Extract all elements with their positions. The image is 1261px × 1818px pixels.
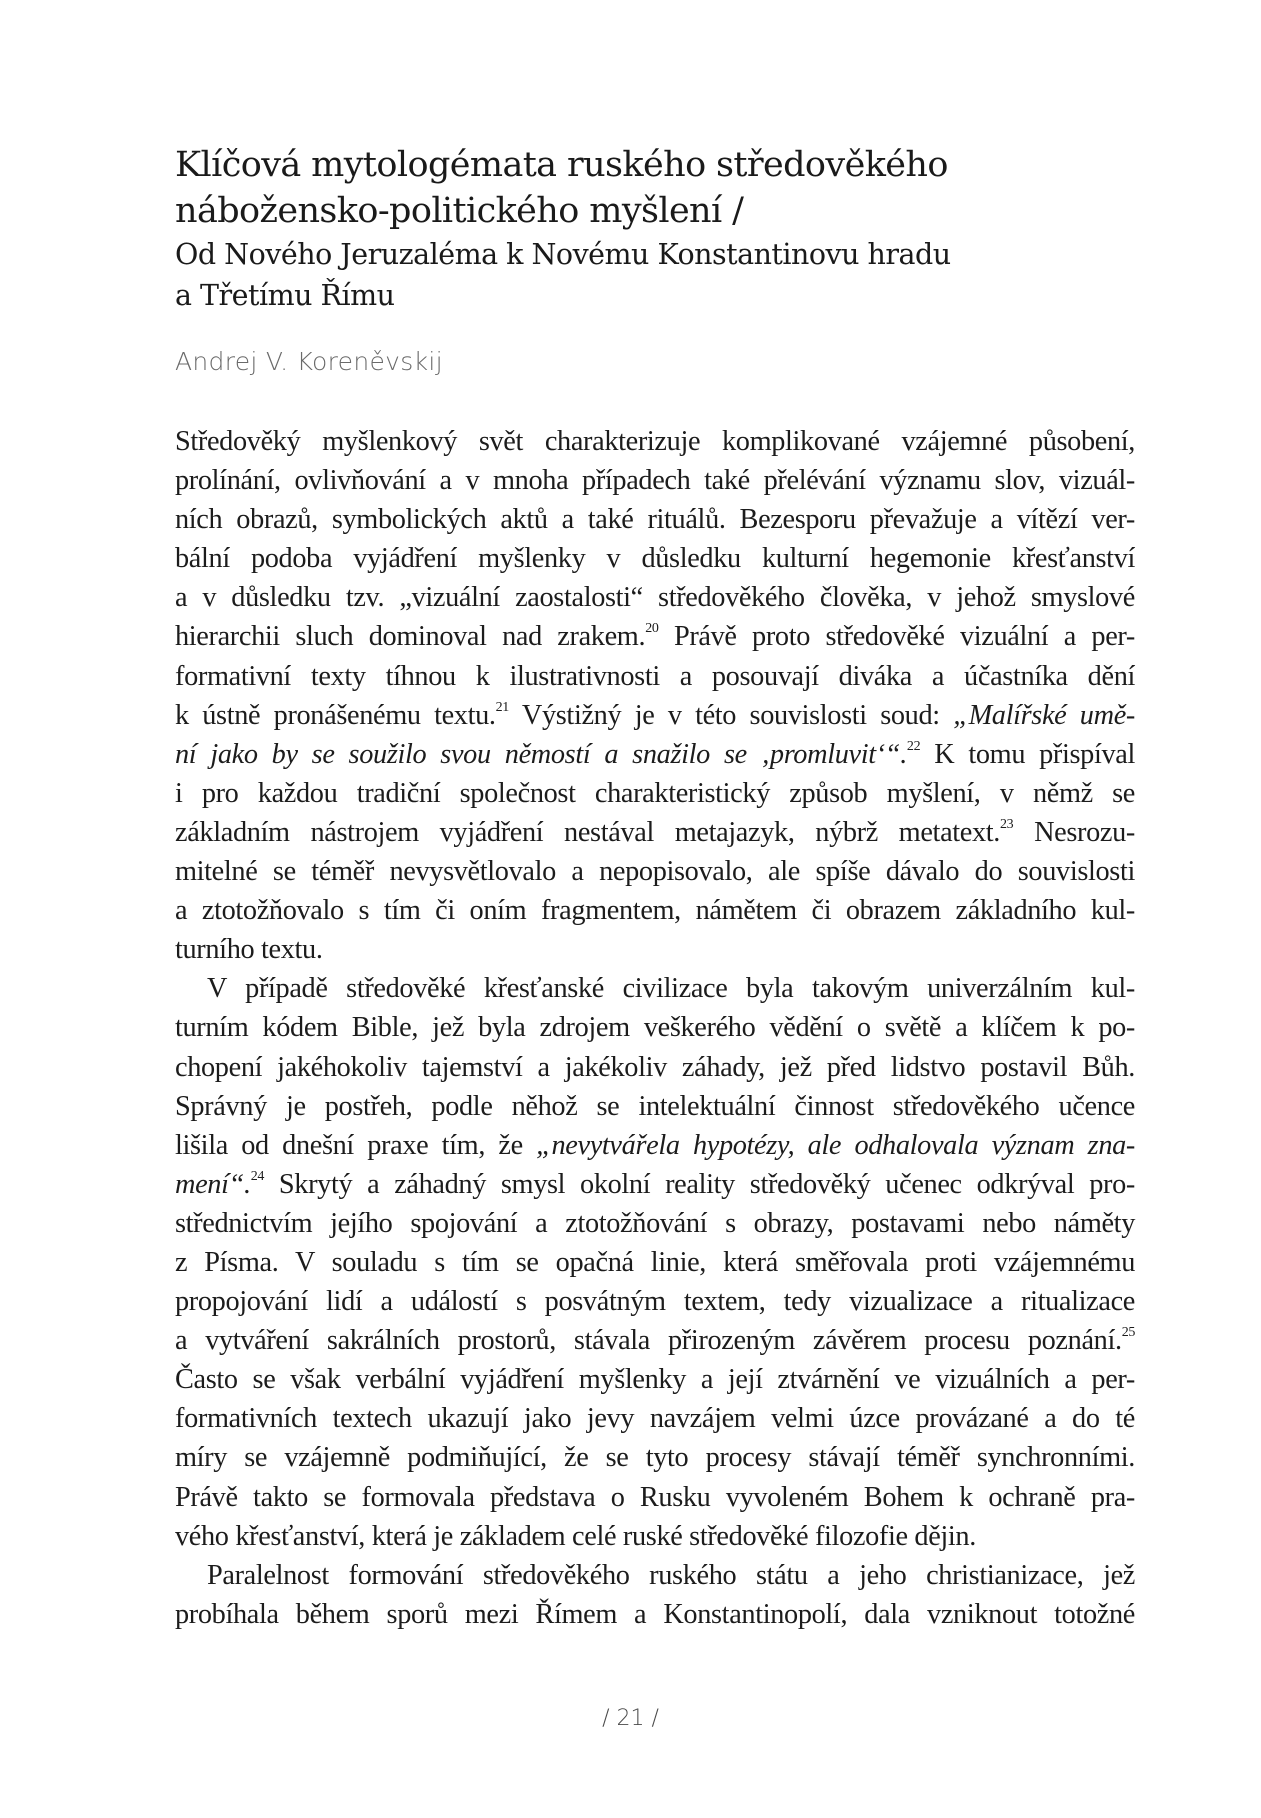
page-number: / 21 / bbox=[602, 1706, 659, 1731]
body-text-line bbox=[175, 735, 1135, 774]
body-text-line bbox=[175, 1360, 1135, 1399]
body-text-segment: bální podoba vyjádření myšlenky v důsledku kulturní hegemonie křesťanství bbox=[175, 543, 1135, 575]
footnote-reference: 21 bbox=[495, 699, 509, 715]
article-title-line: Klíčová mytologémata ruského středověkého bbox=[175, 145, 948, 185]
body-text-segment: turního textu. bbox=[175, 934, 323, 966]
body-text-segment: míry se vzájemně podmiňující, že se tyto procesy stávají téměř synchronními. bbox=[175, 1442, 1135, 1474]
quoted-text: „Malířské umě- bbox=[953, 699, 1135, 731]
quoted-text: mení“. bbox=[175, 1168, 251, 1200]
body-text-segment: střednictvím jejího spojování a ztotožňování s obrazy, postavami nebo náměty bbox=[175, 1207, 1135, 1239]
body-text-line bbox=[175, 1243, 1135, 1282]
body-text-line bbox=[175, 539, 1135, 578]
body-text-segment: probíhala během sporů mezi Římem a Konstantinopolí, dala vzniknout totožné bbox=[175, 1598, 1135, 1630]
body-text-segment: K tomu přispíval bbox=[920, 738, 1135, 770]
body-text-line bbox=[175, 1282, 1135, 1321]
body-text-line bbox=[175, 813, 1135, 852]
body-text-line bbox=[175, 969, 1135, 1008]
body-text-line bbox=[175, 1595, 1135, 1634]
body-text-segment: propojování lidí a událostí s posvátným textem, tedy vizualizace a ritualizace bbox=[175, 1286, 1135, 1318]
body-text-segment: V případě středověké křesťanské civilizace byla takovým univerzálním kul- bbox=[207, 973, 1135, 1005]
article-title-line: nábožensko-politického myšlení / bbox=[175, 191, 744, 231]
article-subtitle-line: a Třetímu Římu bbox=[175, 279, 395, 312]
body-text-line bbox=[175, 1517, 1135, 1556]
body-text-line bbox=[175, 891, 1135, 930]
body-text-segment: hierarchii sluch dominoval nad zrakem. bbox=[175, 621, 646, 653]
body-text-segment: formativní texty tíhnou k ilustrativnosti a posouvají diváka a účastníka dění bbox=[175, 660, 1135, 692]
body-text-segment: k ústně pronášenému textu. bbox=[175, 699, 496, 731]
article-subtitle-line: Od Nového Jeruzaléma k Novému Konstantinovu hradu bbox=[175, 238, 951, 271]
body-text-segment: lišila od dnešní praxe tím, že bbox=[175, 1129, 537, 1161]
footnote-reference: 24 bbox=[250, 1168, 265, 1184]
author-name: Andrej V. Koreněvskij bbox=[175, 347, 443, 376]
body-text-segment: prolínání, ovlivňování a v mnoha případech také přelévání významu slov, vizuál- bbox=[175, 465, 1135, 497]
body-text-line bbox=[175, 461, 1135, 500]
body-text-line bbox=[175, 500, 1135, 539]
footnote-reference: 20 bbox=[645, 621, 659, 637]
body-text-segment: Nesrozu- bbox=[1013, 816, 1135, 848]
body-text-line bbox=[175, 1438, 1135, 1477]
quoted-text: „nevytvářela hypotézy, ale odhalovala význam zna- bbox=[536, 1129, 1135, 1161]
body-text-line bbox=[175, 1399, 1135, 1438]
body-text-line bbox=[175, 1008, 1135, 1047]
quoted-text: ní jako by se soužilo svou němostí a snažilo se ‚promluvit‘“. bbox=[175, 738, 907, 770]
body-text-segment: Právě takto se formovala představa o Rusku vyvoleném Bohem k ochraně pra- bbox=[175, 1481, 1135, 1513]
body-text-line bbox=[175, 1478, 1135, 1517]
body-text-line bbox=[175, 422, 1135, 461]
body-text-segment: chopení jakéhokoliv tajemství a jakékoliv záhady, jež před lidstvo postavil Bůh. bbox=[175, 1051, 1135, 1083]
body-text-line bbox=[175, 1087, 1135, 1126]
body-text-segment: ních obrazů, symbolických aktů a také rituálů. Bezesporu převažuje a vítězí ver- bbox=[175, 504, 1135, 536]
body-text-line bbox=[175, 1556, 1135, 1595]
body-text-segment: mitelné se téměř nevysvětlovalo a nepopisovalo, ale spíše dávalo do souvislosti bbox=[175, 856, 1135, 888]
body-text-segment: Výstižný je v této souvislosti soud: bbox=[508, 699, 954, 731]
body-text-line bbox=[175, 657, 1135, 696]
body-text-segment: Středověký myšlenkový svět charakterizuje komplikované vzájemné působení, bbox=[175, 426, 1135, 457]
body-text-segment: a vytváření sakrálních prostorů, stávala přirozeným závěrem procesu poznání. bbox=[175, 1325, 1122, 1357]
body-text-segment: formativních textech ukazují jako jevy navzájem velmi úzce provázané a do té bbox=[175, 1403, 1135, 1435]
body-text-line bbox=[175, 696, 1135, 735]
body-text-segment: vého křesťanství, která je základem celé ruské středověké filozofie dějin. bbox=[175, 1520, 976, 1552]
body-text-segment: i pro každou tradiční společnost charakteristický způsob myšlení, v němž se bbox=[175, 777, 1135, 809]
footnote-reference: 25 bbox=[1121, 1325, 1135, 1341]
body-text-segment: Správný je postřeh, podle něhož se intelektuální činnost středověkého učence bbox=[175, 1090, 1135, 1122]
body-text-line bbox=[175, 1321, 1135, 1360]
body-text-segment: z Písma. V souladu s tím se opačná linie, která směřovala proti vzájemnému bbox=[175, 1246, 1135, 1278]
body-text-line bbox=[175, 774, 1135, 813]
body-text-segment: Právě proto středověké vizuální a per- bbox=[658, 621, 1135, 653]
body-text-line bbox=[175, 1048, 1135, 1087]
body-text-line bbox=[175, 1126, 1135, 1165]
body-text-line bbox=[175, 617, 1135, 656]
body-text-line bbox=[175, 852, 1135, 891]
body-text-segment: a v důsledku tzv. „vizuální zaostalosti“ středověkého člověka, v jehož smyslové bbox=[175, 582, 1135, 614]
body-text-line bbox=[175, 930, 1135, 969]
article-title-block bbox=[175, 142, 1135, 316]
footnote-reference: 22 bbox=[906, 738, 921, 754]
body-text-segment: Často se však verbální vyjádření myšlenky a její ztvárnění ve vizuálních a per- bbox=[175, 1364, 1135, 1396]
body-text-segment: a ztotožňovalo s tím či oním fragmentem, námětem či obrazem základního kul- bbox=[175, 895, 1135, 927]
body-text-segment: základním nástrojem vyjádření nestával metajazyk, nýbrž metatext. bbox=[175, 816, 1001, 848]
footnote-reference: 23 bbox=[1000, 816, 1014, 832]
body-text-segment: turním kódem Bible, jež byla zdrojem veškerého vědění o světě a klíčem k po- bbox=[175, 1012, 1135, 1044]
body-text-segment: Skrytý a záhadný smysl okolní reality středověký učenec odkrýval pro- bbox=[264, 1168, 1135, 1200]
article-body bbox=[175, 422, 1135, 1634]
body-text-line bbox=[175, 578, 1135, 617]
body-text-line bbox=[175, 1204, 1135, 1243]
body-text-segment: Paralelnost formování středověkého ruského státu a jeho christianizace, jež bbox=[207, 1559, 1135, 1591]
body-text-line bbox=[175, 1165, 1135, 1204]
